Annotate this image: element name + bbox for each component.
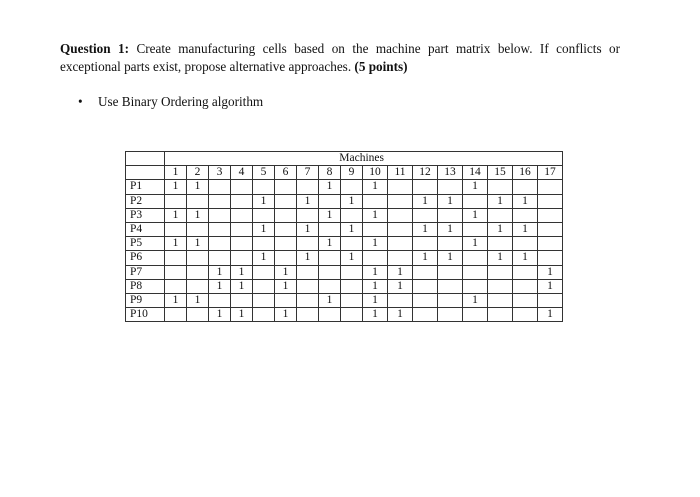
machine-part-matrix <box>125 151 563 322</box>
matrix-cell <box>209 237 231 251</box>
matrix-cell <box>388 293 413 307</box>
matrix-cell <box>463 308 488 322</box>
matrix-cell: 1 <box>231 265 253 279</box>
machine-header-cell: 13 <box>438 166 463 180</box>
question-text: Create manufacturing cells based on the machine part matrix below. If conflicts or exceptional parts exist, propose alternative approaches. <box>60 41 620 74</box>
matrix-cell <box>513 279 538 293</box>
matrix-cell: 1 <box>297 194 319 208</box>
machine-header-cell: 11 <box>388 166 413 180</box>
table-row <box>126 222 563 236</box>
matrix-cell <box>275 222 297 236</box>
matrix-cell <box>488 237 513 251</box>
matrix-cell: 1 <box>463 293 488 307</box>
matrix-cell <box>165 279 187 293</box>
matrix-cell: 1 <box>165 293 187 307</box>
matrix-cell <box>538 208 563 222</box>
matrix-cell: 1 <box>209 265 231 279</box>
matrix-cell <box>388 222 413 236</box>
table-row <box>126 279 563 293</box>
matrix-cell <box>319 308 341 322</box>
table-row <box>126 265 563 279</box>
matrix-cell <box>297 308 319 322</box>
matrix-cell <box>538 222 563 236</box>
matrix-cell <box>231 194 253 208</box>
matrix-cell: 1 <box>341 194 363 208</box>
matrix-cell <box>513 208 538 222</box>
matrix-cell: 1 <box>363 308 388 322</box>
matrix-cell <box>209 222 231 236</box>
matrix-cell <box>413 265 438 279</box>
matrix-cell <box>187 279 209 293</box>
matrix-cell <box>253 237 275 251</box>
matrix-cell: 1 <box>488 222 513 236</box>
matrix-cell <box>253 293 275 307</box>
matrix-cell: 1 <box>463 208 488 222</box>
part-label-cell: P8 <box>126 279 165 293</box>
matrix-cell: 1 <box>363 293 388 307</box>
matrix-cell <box>388 180 413 194</box>
matrix-cell: 1 <box>165 237 187 251</box>
header-corner-cell <box>126 166 165 180</box>
matrix-cell <box>341 293 363 307</box>
matrix-cell: 1 <box>538 265 563 279</box>
table-row <box>126 180 563 194</box>
table-row <box>126 251 563 265</box>
matrix-cell: 1 <box>388 308 413 322</box>
question-paragraph <box>60 40 620 76</box>
matrix-cell: 1 <box>187 208 209 222</box>
matrix-cell: 1 <box>488 194 513 208</box>
matrix-cell: 1 <box>363 180 388 194</box>
matrix-cell <box>538 194 563 208</box>
matrix-cell <box>297 279 319 293</box>
matrix-cell <box>253 279 275 293</box>
matrix-cell: 1 <box>319 208 341 222</box>
matrix-cell: 1 <box>231 279 253 293</box>
matrix-cell <box>187 251 209 265</box>
part-label-cell: P3 <box>126 208 165 222</box>
matrix-cell <box>538 251 563 265</box>
matrix-cell <box>513 237 538 251</box>
matrix-cell <box>275 237 297 251</box>
matrix-cell <box>319 222 341 236</box>
matrix-cell <box>413 279 438 293</box>
machine-header-cell: 2 <box>187 166 209 180</box>
matrix-cell <box>297 265 319 279</box>
matrix-cell <box>488 180 513 194</box>
matrix-cell <box>463 251 488 265</box>
matrix-cell <box>319 251 341 265</box>
machine-header-cell: 15 <box>488 166 513 180</box>
matrix-cell <box>275 208 297 222</box>
corner-cell <box>126 152 165 166</box>
matrix-cell <box>209 208 231 222</box>
machine-header-cell: 10 <box>363 166 388 180</box>
matrix-cell: 1 <box>438 194 463 208</box>
matrix-cell: 1 <box>413 222 438 236</box>
matrix-cell: 1 <box>275 308 297 322</box>
matrix-cell <box>438 293 463 307</box>
matrix-cell <box>438 208 463 222</box>
matrix-cell <box>209 293 231 307</box>
matrix-cell: 1 <box>388 279 413 293</box>
matrix-cell <box>341 180 363 194</box>
matrix-cell <box>488 279 513 293</box>
matrix-cell <box>538 237 563 251</box>
matrix-cell: 1 <box>209 308 231 322</box>
matrix-cell <box>438 180 463 194</box>
table-row <box>126 237 563 251</box>
matrix-cell: 1 <box>253 251 275 265</box>
matrix-cell <box>319 194 341 208</box>
table-row <box>126 308 563 322</box>
matrix-cell <box>341 237 363 251</box>
matrix-cell <box>275 194 297 208</box>
table-row <box>126 208 563 222</box>
matrix-cell <box>231 293 253 307</box>
machine-header-cell: 5 <box>253 166 275 180</box>
matrix-cell <box>275 251 297 265</box>
machine-header-cell: 6 <box>275 166 297 180</box>
bullet-icon: • <box>78 94 83 109</box>
matrix-cell <box>463 279 488 293</box>
matrix-cell <box>209 251 231 265</box>
matrix-cell: 1 <box>275 265 297 279</box>
matrix-cell <box>488 308 513 322</box>
matrix-cell <box>538 180 563 194</box>
matrix-cell <box>438 265 463 279</box>
matrix-cell <box>187 265 209 279</box>
matrix-cell <box>463 194 488 208</box>
matrix-cell: 1 <box>253 194 275 208</box>
machine-header-cell: 3 <box>209 166 231 180</box>
matrix-cell: 1 <box>463 237 488 251</box>
matrix-cell: 1 <box>363 208 388 222</box>
matrix-cell <box>297 237 319 251</box>
matrix-cell <box>388 194 413 208</box>
part-label-cell: P9 <box>126 293 165 307</box>
matrix-cell <box>187 194 209 208</box>
machine-header-cell: 14 <box>463 166 488 180</box>
matrix-cell <box>438 308 463 322</box>
matrix-cell <box>488 293 513 307</box>
matrix-cell <box>538 293 563 307</box>
matrix-cell <box>363 222 388 236</box>
matrix-cell <box>463 265 488 279</box>
matrix-cell <box>463 222 488 236</box>
matrix-cell <box>363 251 388 265</box>
matrix-cell: 1 <box>488 251 513 265</box>
matrix-cell <box>488 265 513 279</box>
matrix-cell <box>165 265 187 279</box>
matrix-cell <box>275 293 297 307</box>
matrix-cell: 1 <box>438 251 463 265</box>
machine-header-cell: 1 <box>165 166 187 180</box>
matrix-cell <box>413 308 438 322</box>
matrix-cell: 1 <box>413 251 438 265</box>
matrix-cell: 1 <box>187 293 209 307</box>
matrix-cell <box>297 208 319 222</box>
matrix-cell <box>165 222 187 236</box>
matrix-cell: 1 <box>319 180 341 194</box>
matrix-cell: 1 <box>297 251 319 265</box>
matrix-cell: 1 <box>165 180 187 194</box>
matrix-cell <box>165 308 187 322</box>
matrix-cell <box>187 222 209 236</box>
part-label-cell: P4 <box>126 222 165 236</box>
matrix-cell <box>165 194 187 208</box>
matrix-cell <box>341 279 363 293</box>
matrix-cell: 1 <box>187 237 209 251</box>
matrix-cell <box>231 251 253 265</box>
part-label-cell: P5 <box>126 237 165 251</box>
matrix-cell <box>388 237 413 251</box>
machines-title: Machines <box>165 152 563 166</box>
matrix-cell <box>513 308 538 322</box>
part-label-cell: P10 <box>126 308 165 322</box>
matrix-cell: 1 <box>438 222 463 236</box>
matrix-cell <box>413 180 438 194</box>
matrix-cell: 1 <box>341 251 363 265</box>
matrix-cell <box>253 265 275 279</box>
matrix-cell <box>388 208 413 222</box>
question-label: Question 1: <box>60 41 129 56</box>
matrix-cell <box>319 279 341 293</box>
matrix-cell: 1 <box>253 222 275 236</box>
matrix-cell: 1 <box>187 180 209 194</box>
matrix-cell <box>209 180 231 194</box>
matrix-cell: 1 <box>363 265 388 279</box>
machine-header-cell: 8 <box>319 166 341 180</box>
machine-header-cell: 16 <box>513 166 538 180</box>
matrix-cell <box>275 180 297 194</box>
matrix-cell: 1 <box>538 308 563 322</box>
matrix-cell <box>253 308 275 322</box>
matrix-cell <box>297 180 319 194</box>
matrix-cell <box>488 208 513 222</box>
matrix-cell <box>513 293 538 307</box>
matrix-cell <box>253 180 275 194</box>
machine-header-row <box>126 166 563 180</box>
part-label-cell: P2 <box>126 194 165 208</box>
table-row <box>126 293 563 307</box>
matrix-cell <box>209 194 231 208</box>
matrix-cell: 1 <box>513 222 538 236</box>
matrix-cell <box>341 308 363 322</box>
matrix-cell: 1 <box>413 194 438 208</box>
matrix-cell: 1 <box>463 180 488 194</box>
question-points: (5 points) <box>354 59 408 74</box>
matrix-cell <box>438 279 463 293</box>
part-label-cell: P6 <box>126 251 165 265</box>
bullet-text: Use Binary Ordering algorithm <box>98 94 264 109</box>
matrix-cell <box>187 308 209 322</box>
matrix-cell <box>165 251 187 265</box>
matrix-cell: 1 <box>209 279 231 293</box>
matrix-cell: 1 <box>275 279 297 293</box>
matrix-cell: 1 <box>297 222 319 236</box>
machine-header-cell: 7 <box>297 166 319 180</box>
matrix-cell: 1 <box>538 279 563 293</box>
machine-header-cell: 12 <box>413 166 438 180</box>
matrix-cell <box>413 293 438 307</box>
matrix-cell: 1 <box>165 208 187 222</box>
matrix-cell <box>513 180 538 194</box>
table-row <box>126 194 563 208</box>
matrix-cell: 1 <box>319 237 341 251</box>
matrix-cell <box>231 237 253 251</box>
machine-header-cell: 17 <box>538 166 563 180</box>
matrix-cell <box>413 237 438 251</box>
matrix-cell <box>341 208 363 222</box>
matrix-cell <box>413 208 438 222</box>
matrix-cell <box>297 293 319 307</box>
matrix-cell <box>363 194 388 208</box>
bullet-item <box>78 93 263 111</box>
matrix-cell: 1 <box>388 265 413 279</box>
matrix-cell <box>231 222 253 236</box>
matrix-cell: 1 <box>341 222 363 236</box>
matrix-cell <box>388 251 413 265</box>
matrix-cell: 1 <box>363 279 388 293</box>
part-label-cell: P1 <box>126 180 165 194</box>
machine-header-cell: 9 <box>341 166 363 180</box>
part-label-cell: P7 <box>126 265 165 279</box>
matrix-cell <box>341 265 363 279</box>
matrix-cell: 1 <box>319 293 341 307</box>
matrix-cell <box>319 265 341 279</box>
matrix-cell <box>231 180 253 194</box>
machine-header-cell: 4 <box>231 166 253 180</box>
matrix-cell: 1 <box>363 237 388 251</box>
matrix-title-row <box>126 152 563 166</box>
matrix-cell: 1 <box>231 308 253 322</box>
matrix-cell: 1 <box>513 194 538 208</box>
matrix-cell <box>231 208 253 222</box>
matrix-cell: 1 <box>513 251 538 265</box>
matrix-cell <box>253 208 275 222</box>
matrix-cell <box>438 237 463 251</box>
matrix-cell <box>513 265 538 279</box>
